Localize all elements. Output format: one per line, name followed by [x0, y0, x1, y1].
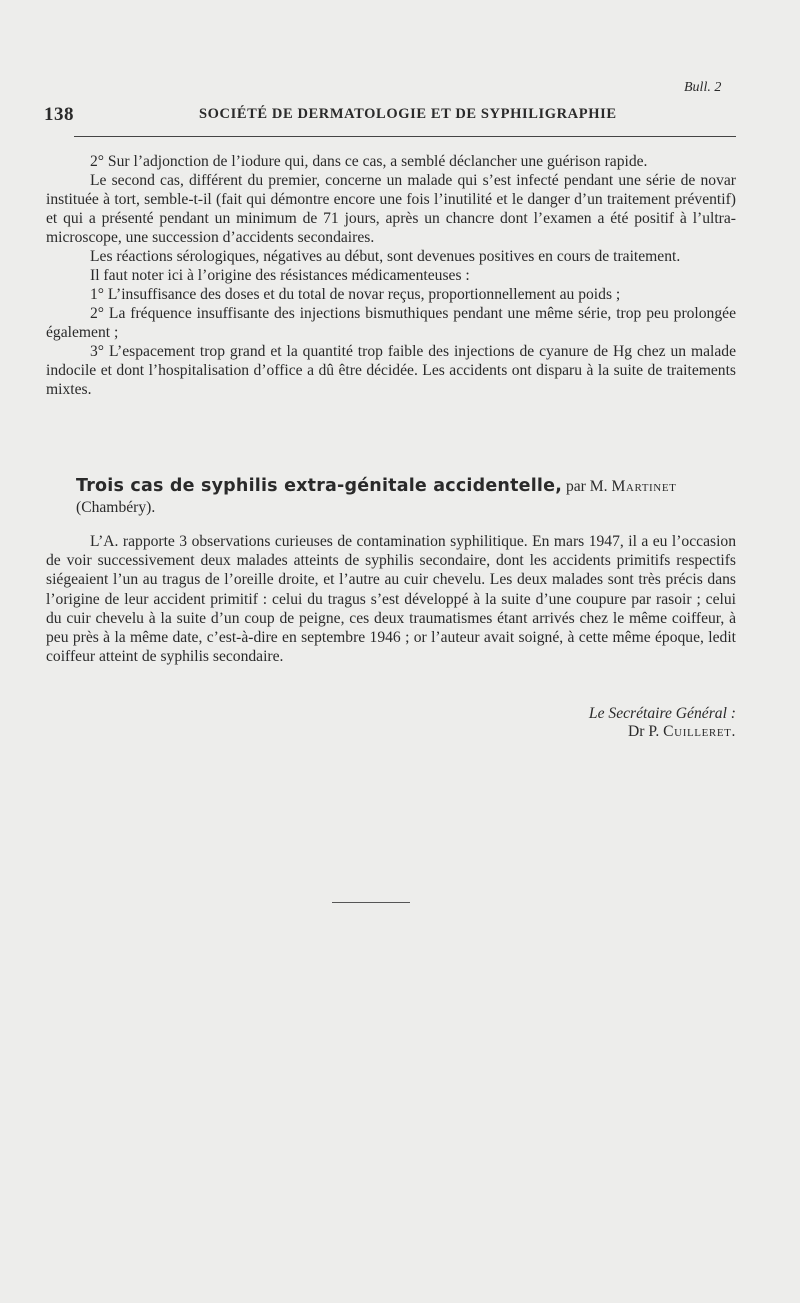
communication-section [46, 476, 736, 666]
running-title: SOCIÉTÉ DE DERMATOLOGIE ET DE SYPHILIGRAPHIE [199, 106, 617, 122]
signature-prefix: Dr P. [628, 723, 660, 740]
section-title: Trois cas de syphilis extra-génitale accidentelle, [76, 476, 563, 496]
signature-name [476, 723, 736, 741]
signature-surname: Cuilleret. [663, 723, 736, 740]
paragraph: 2° La fréquence insuffisante des injections bismuthiques pendant une même série, trop peu prolongée également ; [46, 305, 736, 341]
section-author: Martinet [611, 478, 677, 495]
signature-role: Le Secrétaire Général : [588, 705, 736, 722]
signature-block [476, 705, 736, 741]
paragraph: Les réactions sérologiques, négatives au début, sont devenues positives en cours de traitement. [90, 248, 681, 265]
section-by: par M. [565, 478, 608, 495]
body-text [46, 152, 736, 399]
paragraph: 1° L’insuffisance des doses et du total de novar reçus, proportionnellement au poids ; [90, 286, 621, 303]
page-number: 138 [44, 104, 74, 125]
section-heading [76, 476, 736, 518]
closing-rule [332, 902, 410, 903]
section-affiliation: (Chambéry). [76, 499, 156, 516]
bulletin-reference: Bull. 2 [684, 80, 722, 95]
paragraph: Le second cas, différent du premier, concerne un malade qui s’est infecté pendant une série de novar instituée à tort, semble-t-il (fait qui démontre encore une fois l’inutilité et le danger d’un traitement préventif) et qui a présenté pendant un minimum de 71 jours, après un chancre dont l’examen a été positif à l’ultra-microscope, une succession d’accidents secondaires. [46, 172, 736, 246]
section-paragraph: L’A. rapporte 3 observations curieuses de contamination syphilitique. En mars 1947, il a eu l’occasion de voir successivement deux malades atteints de syphilis secondaire, dont les accidents primitifs respectifs siégeaient l’un au tragus de l’oreille droite, et l’autre au cuir chevelu. Les deux malades sont très précis dans l’origine de leur accident primitif : celui du tragus s’est développé à la suite d’une coupure par rasoir ; celui du cuir chevelu à la suite d’un coup de peigne, ces deux traumatismes étant arrivés chez le même coiffeur, à peu près à la même date, c’est-à-dire en septembre 1946 ; or l’auteur avait soigné, à cette même époque, ledit coiffeur atteint de syphilis secondaire. [46, 533, 736, 666]
paragraph: Il faut noter ici à l’origine des résistances médicamenteuses : [90, 267, 470, 284]
paragraph: 3° L’espacement trop grand et la quantité trop faible des injections de cyanure de Hg chez un malade indocile et dont l’hospitalisation d’office a dû être décidée. Les accidents ont disparu à la suite de traitements mixtes. [46, 343, 736, 398]
paragraph: 2° Sur l’adjonction de l’iodure qui, dans ce cas, a semblé déclancher une guérison rapide. [90, 153, 648, 170]
header-rule [74, 136, 736, 137]
